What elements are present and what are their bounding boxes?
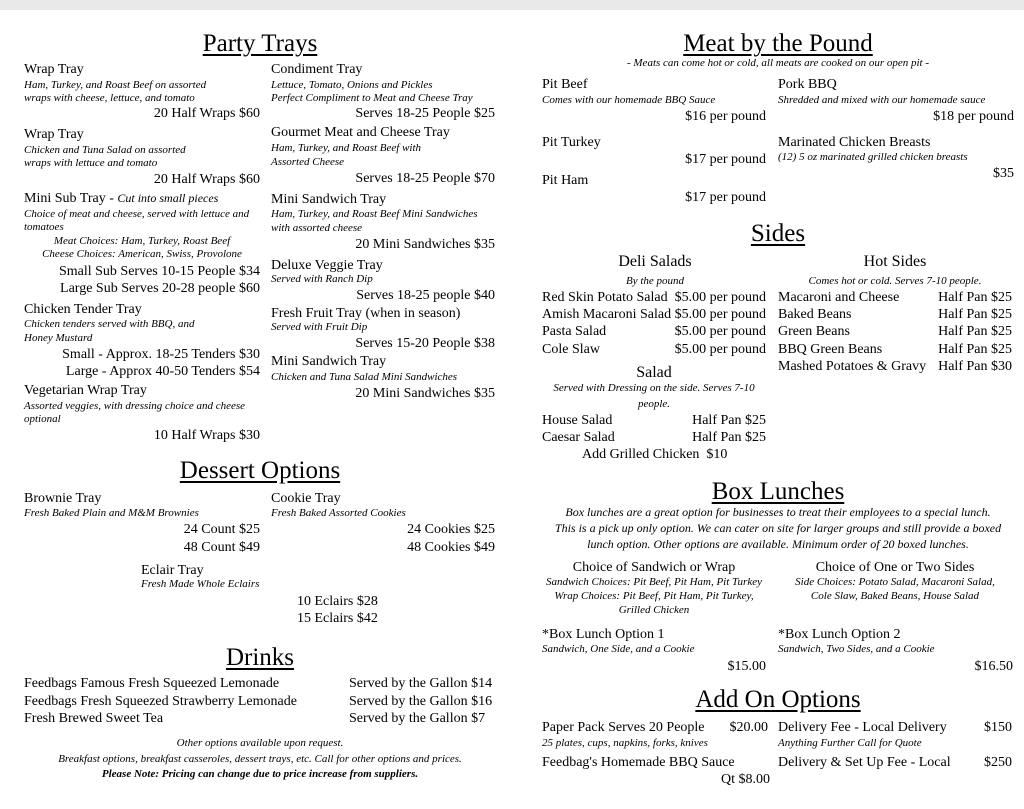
footer-note: Please Note: Pricing can change due to price increase from suppliers.: [101, 768, 419, 780]
item-name: Wrap Tray: [24, 127, 84, 142]
drink-price: Served by the Gallon $7: [349, 711, 486, 726]
item-desc: Chicken tenders served with BBQ, and: [24, 318, 195, 330]
item-price: 10 Half Wraps $30: [153, 428, 260, 443]
item-name: Brownie Tray: [24, 491, 102, 506]
item-desc: Chicken and Tuna Salad Mini Sandwiches: [271, 371, 458, 383]
item-desc: Choice of meat and cheese, served with lettuce and: [24, 208, 250, 220]
drink-name: Feedbags Fresh Squeezed Strawberry Lemonade: [24, 694, 297, 709]
item-price: $16 per pound: [685, 109, 766, 124]
box-sides-desc: Cole Slaw, Baked Beans, House Salad: [810, 590, 980, 602]
item-name: Eclair Tray: [141, 563, 204, 578]
item-desc: Comes with our homemade BBQ Sauce: [542, 94, 716, 106]
deli-sub: By the pound: [625, 275, 685, 287]
item-name: Chicken Tender Tray: [24, 302, 142, 317]
box-sandwich-desc: Grilled Chicken: [618, 604, 690, 616]
item-price: 20 Mini Sandwiches $35: [355, 386, 495, 401]
item-price: 20 Half Wraps $60: [153, 106, 260, 121]
salad-heading: Salad: [636, 364, 672, 381]
item-desc: Meat Choices: Ham, Turkey, Roast Beef: [53, 235, 231, 247]
item-desc: Lettuce, Tomato, Onions and Pickles: [271, 79, 433, 91]
box-heading: Box Lunches: [711, 478, 845, 505]
addon-price: Qt $8.00: [721, 772, 770, 787]
box-option-price: $16.50: [974, 659, 1013, 674]
item-desc: tomatoes: [24, 221, 64, 233]
footer-note: Breakfast options, breakfast casseroles, dessert trays, etc. Call for other options and prices.: [58, 753, 462, 765]
side-price: Half Pan $25: [938, 342, 1012, 357]
addon-name: Paper Pack Serves 20 People: [542, 720, 705, 735]
item-desc: Ham, Turkey, and Roast Beef Mini Sandwiches: [271, 208, 478, 220]
box-intro: This is a pick up only option. We can cater on site for larger groups and still provide a boxed: [554, 521, 1002, 535]
box-sandwich-desc: Sandwich Choices: Pit Beef, Pit Ham, Pit Turkey: [546, 576, 762, 588]
item-price: 15 Eclairs $42: [297, 611, 378, 626]
side-name: BBQ Green Beans: [778, 342, 883, 357]
item-desc: Fresh Baked Assorted Cookies: [271, 507, 406, 519]
item-desc: Fresh Baked Plain and M&M Brownies: [24, 507, 199, 519]
item-desc: Honey Mustard: [24, 332, 93, 344]
item-price: $35: [993, 166, 1014, 181]
item-desc: Assorted veggies, with dressing choice and cheese: [24, 400, 246, 412]
item-name: Mini Sandwich Tray: [271, 354, 387, 369]
item-name: Gourmet Meat and Cheese Tray: [271, 125, 450, 140]
addon-name: Feedbag's Homemade BBQ Sauce: [542, 755, 735, 770]
box-sandwich-heading: Choice of Sandwich or Wrap: [572, 560, 736, 575]
item-name: Vegetarian Wrap Tray: [24, 383, 147, 398]
hot-heading: Hot Sides: [863, 253, 927, 270]
box-option-price: $15.00: [727, 659, 766, 674]
item-price: $18 per pound: [933, 109, 1014, 124]
item-price: Large - Approx 40-50 Tenders $54: [65, 364, 260, 379]
item-desc: Chicken and Tuna Salad on assorted: [24, 144, 186, 156]
box-intro: lunch option. Other options are available. Minimum order of 20 boxed lunches.: [587, 537, 969, 551]
item-desc: Ham, Turkey, and Roast Beef with: [271, 142, 422, 154]
item-price: 24 Count $25: [183, 522, 260, 537]
item-price: Serves 18-25 People $25: [355, 106, 495, 121]
item-name: Mini Sandwich Tray: [271, 192, 387, 207]
item-desc: wraps with lettuce and tomato: [24, 157, 158, 169]
side-price: Half Pan $25: [692, 413, 766, 428]
item-price: 48 Cookies $49: [407, 540, 495, 555]
drink-name: Feedbags Famous Fresh Squeezed Lemonade: [24, 676, 280, 691]
item-price: 20 Half Wraps $60: [153, 172, 260, 187]
item-price: 10 Eclairs $28: [297, 594, 378, 609]
item-name: Deluxe Veggie Tray: [271, 258, 383, 273]
side-name: Amish Macaroni Salad: [542, 307, 672, 322]
side-price: Half Pan $25: [692, 430, 766, 445]
sides-heading: Sides: [750, 220, 806, 247]
side-price: $5.00 per pound: [674, 342, 766, 357]
side-name: Pasta Salad: [542, 324, 607, 339]
salad-addon: Add Grilled Chicken $10: [582, 447, 728, 462]
hot-sub: Comes hot or cold. Serves 7-10 people.: [808, 275, 982, 287]
side-price: $5.00 per pound: [674, 290, 766, 305]
box-sides-desc: Side Choices: Potato Salad, Macaroni Salad,: [795, 576, 995, 588]
box-option-desc: Sandwich, Two Sides, and a Cookie: [778, 643, 935, 655]
item-name: Pit Ham: [542, 173, 589, 188]
drink-price: Served by the Gallon $14: [349, 676, 493, 691]
drinks-heading: Drinks: [225, 644, 295, 671]
item-price: Serves 18-25 people $40: [356, 288, 495, 303]
item-price: Small - Approx. 18-25 Tenders $30: [62, 347, 260, 362]
item-price: 48 Count $49: [183, 540, 260, 555]
item-name: Marinated Chicken Breasts: [778, 135, 931, 150]
box-option-name: *Box Lunch Option 2: [778, 627, 901, 642]
box-sandwich-desc: Wrap Choices: Pit Beef, Pit Ham, Pit Turkey,: [554, 590, 754, 602]
item-note: Cut into small pieces: [117, 191, 219, 205]
box-option-name: *Box Lunch Option 1: [542, 627, 665, 642]
party-trays-heading: Party Trays: [202, 30, 318, 57]
item-desc: Served with Ranch Dip: [271, 273, 373, 285]
side-price: $5.00 per pound: [674, 307, 766, 322]
side-name: Red Skin Potato Salad: [542, 290, 668, 305]
meat-heading: Meat by the Pound: [683, 30, 873, 57]
dessert-heading: Dessert Options: [179, 457, 341, 484]
item-desc: Served with Fruit Dip: [271, 321, 368, 333]
item-price: 24 Cookies $25: [407, 522, 495, 537]
item-name: Condiment Tray: [271, 62, 363, 77]
item-price: Small Sub Serves 10-15 People $34: [58, 264, 260, 279]
salad-sub: people.: [637, 398, 671, 410]
addon-heading: Add On Options: [695, 686, 861, 713]
item-desc: wraps with cheese, lettuce, and tomato: [24, 92, 195, 104]
item-name: Cookie Tray: [271, 491, 341, 506]
addon-name: Delivery Fee - Local Delivery: [778, 720, 947, 735]
deli-heading: Deli Salads: [618, 253, 692, 270]
side-name: Caesar Salad: [542, 430, 615, 445]
item-name: Wrap Tray: [24, 62, 84, 77]
item-desc: Ham, Turkey, and Roast Beef on assorted: [24, 79, 207, 91]
item-desc: Fresh Made Whole Eclairs: [141, 578, 260, 590]
side-price: $5.00 per pound: [674, 324, 766, 339]
item-name: Pork BBQ: [778, 77, 837, 92]
drink-price: Served by the Gallon $16: [349, 694, 493, 709]
item-price: $17 per pound: [685, 152, 766, 167]
box-option-desc: Sandwich, One Side, and a Cookie: [542, 643, 695, 655]
addon-price: $20.00: [729, 720, 768, 735]
item-price: 20 Mini Sandwiches $35: [355, 237, 495, 252]
item-desc: Perfect Compliment to Meat and Cheese Tray: [271, 92, 473, 104]
addon-name: Delivery & Set Up Fee - Local: [778, 755, 951, 770]
footer-note: Other options available upon request.: [176, 737, 344, 749]
side-name: Cole Slaw: [542, 342, 600, 357]
item-desc: optional: [24, 413, 61, 425]
meat-subtitle: - Meats can come hot or cold, all meats are cooked on our open pit -: [626, 57, 930, 69]
item-price: Serves 15-20 People $38: [355, 336, 495, 351]
item-price: $17 per pound: [685, 190, 766, 205]
item-desc: Cheese Choices: American, Swiss, Provolone: [42, 248, 242, 260]
top-bar: [0, 0, 1024, 10]
addon-price: $250: [984, 755, 1012, 770]
item-price: Large Sub Serves 20-28 people $60: [60, 281, 260, 296]
box-intro: Box lunches are a great option for businesses to treat their employees to a special lunch.: [565, 505, 991, 519]
box-sides-heading: Choice of One or Two Sides: [815, 560, 975, 575]
item-desc: with assorted cheese: [271, 222, 363, 234]
addon-price: $150: [984, 720, 1012, 735]
side-price: Half Pan $25: [938, 290, 1012, 305]
side-name: Baked Beans: [778, 307, 852, 322]
side-name: Green Beans: [778, 324, 850, 339]
side-name: Macaroni and Cheese: [778, 290, 900, 305]
side-price: Half Pan $30: [938, 359, 1012, 374]
addon-desc: Anything Further Call for Quote: [778, 737, 922, 749]
side-price: Half Pan $25: [938, 324, 1012, 339]
item-desc: (12) 5 oz marinated grilled chicken breasts: [778, 151, 968, 163]
item-name: Fresh Fruit Tray (when in season): [271, 306, 461, 321]
salad-sub: Served with Dressing on the side. Serves 7-10: [553, 382, 755, 394]
side-name: Mashed Potatoes & Gravy: [778, 359, 927, 374]
item-name: Pit Turkey: [542, 135, 601, 150]
item-price: Serves 18-25 People $70: [355, 171, 495, 186]
addon-desc: 25 plates, cups, napkins, forks, knives: [542, 737, 708, 749]
item-name: Pit Beef: [542, 77, 588, 92]
side-price: Half Pan $25: [938, 307, 1012, 322]
item-desc: Shredded and mixed with our homemade sauce: [778, 94, 986, 106]
item-desc: Assorted Cheese: [271, 156, 345, 168]
drink-name: Fresh Brewed Sweet Tea: [24, 711, 164, 726]
item-name: Mini Sub Tray - Cut into small pieces: [24, 191, 219, 206]
side-name: House Salad: [542, 413, 613, 428]
